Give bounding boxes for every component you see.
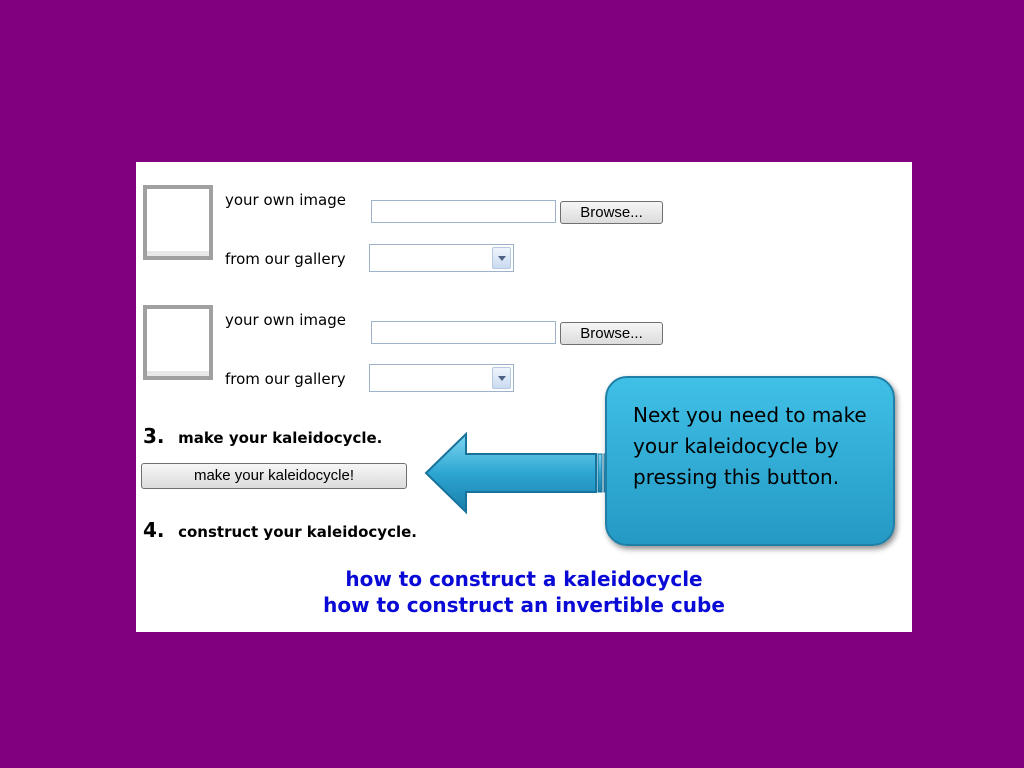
dropdown-arrow-icon[interactable]: [492, 247, 511, 269]
browse-button-1[interactable]: Browse...: [560, 201, 663, 224]
make-kaleidocycle-button[interactable]: make your kaleidocycle!: [141, 463, 407, 489]
step-3-number: 3.: [143, 424, 165, 448]
gallery-label-1: from our gallery: [225, 250, 346, 268]
gallery-label-2: from our gallery: [225, 370, 346, 388]
file-path-input-1[interactable]: [371, 200, 556, 223]
browse-button-2[interactable]: Browse...: [560, 322, 663, 345]
link-construct-kaleidocycle[interactable]: how to construct a kaleidocycle: [345, 567, 703, 591]
image-placeholder-icon: [143, 305, 213, 380]
step-3-heading: [143, 424, 382, 448]
step-4-number: 4.: [143, 518, 165, 542]
gallery-select-2[interactable]: [369, 364, 514, 392]
own-image-label-1: your own image: [225, 191, 346, 209]
step-4-text: construct your kaleidocycle.: [178, 523, 417, 541]
image-placeholder-icon: [143, 185, 213, 260]
gallery-select-1[interactable]: [369, 244, 514, 272]
file-path-input-2[interactable]: [371, 321, 556, 344]
own-image-label-2: your own image: [225, 311, 346, 329]
step-3-text: make your kaleidocycle.: [178, 429, 383, 447]
link-construct-invertible-cube[interactable]: how to construct an invertible cube: [323, 593, 725, 617]
instruction-callout: [605, 376, 895, 546]
callout-text: Next you need to make your kaleidocycle by pressing this button.: [633, 403, 867, 489]
left-arrow-icon: [424, 430, 610, 516]
step-4-heading: [143, 518, 417, 542]
dropdown-arrow-icon[interactable]: [492, 367, 511, 389]
